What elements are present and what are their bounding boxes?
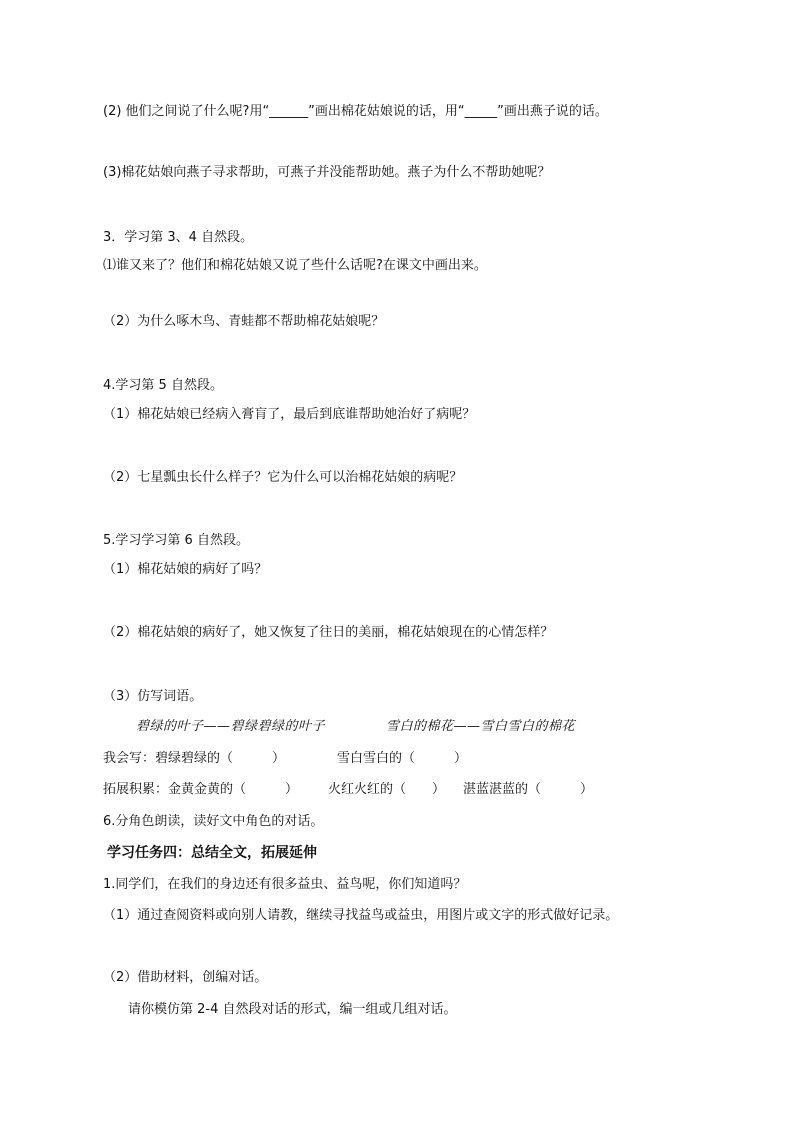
task-4-question-1-2: （2）借助材料，创编对话。	[103, 970, 268, 985]
expand-label: 拓展积累：	[103, 782, 169, 797]
write-blank-2: 雪白雪白的（ ）	[337, 751, 468, 766]
section-3-question-2: （2）为什么啄木鸟、青蛙都不帮助棉花姑娘呢？	[103, 314, 385, 329]
section-4-question-1: （1）棉花姑娘已经病入膏肓了，最后到底谁帮助她治好了病呢？	[103, 407, 476, 422]
example-word-2: 雪白的棉花——雪白雪白的棉花	[386, 719, 576, 734]
task-4-question-1-1: （1）通过查阅资料或向别人请教，继续寻找益鸟或益虫，用图片或文字的形式做好记录。	[103, 908, 619, 923]
section-3-question-1: ⑴谁又来了？他们和棉花姑娘又说了些什么话呢?在课文中画出来。	[103, 258, 487, 273]
section-5-question-3: （3）仿写词语。	[103, 689, 203, 704]
example-word-1: 碧绿的叶子——碧绿碧绿的叶子	[136, 719, 326, 734]
section-4-question-2: （2）七星瓢虫长什么样子？它为什么可以治棉花姑娘的病呢？	[103, 470, 463, 485]
expand-row	[103, 781, 593, 799]
expand-blank-3: 湛蓝湛蓝的（ ）	[463, 782, 594, 797]
task-4-question-1: 1.同学们，在我们的身边还有很多益虫、益鸟呢，你们知道吗？	[103, 877, 467, 892]
write-blank-1: 碧绿碧绿的（ ）	[155, 751, 286, 766]
write-label: 我会写：	[103, 751, 156, 766]
task-4-heading: 学习任务四：总结全文，拓展延伸	[107, 845, 317, 861]
task-4-question-1-2-description: 请你模仿第 2-4 自然段对话的形式，编一组或几组对话。	[128, 1002, 457, 1017]
question-2-2: (2) 他们之间说了什么呢?用“______”画出棉花姑娘说的话，用“_____”画出燕子说的话。	[103, 104, 608, 119]
section-5-title: 5.学习学习第 6 自然段。	[103, 533, 249, 548]
section-5-question-2: （2）棉花姑娘的病好了，她又恢复了往日的美丽，棉花姑娘现在的心情怎样？	[103, 625, 554, 640]
expand-blank-2: 火红火红的（ ）	[328, 782, 446, 797]
section-5-question-1: （1）棉花姑娘的病好了吗？	[103, 562, 268, 577]
question-2-3: (3)棉花姑娘向燕子寻求帮助，可燕子并没能帮助她。燕子为什么不帮助她呢？	[103, 165, 551, 180]
section-4-title: 4.学习第 5 自然段。	[103, 378, 223, 393]
section-3-title: 3．学习第 3、4 自然段。	[103, 230, 254, 245]
write-row	[103, 750, 467, 768]
expand-blank-1: 金黄金黄的（ ）	[168, 782, 299, 797]
section-6: 6.分角色朗读，读好文中角色的对话。	[103, 814, 324, 829]
